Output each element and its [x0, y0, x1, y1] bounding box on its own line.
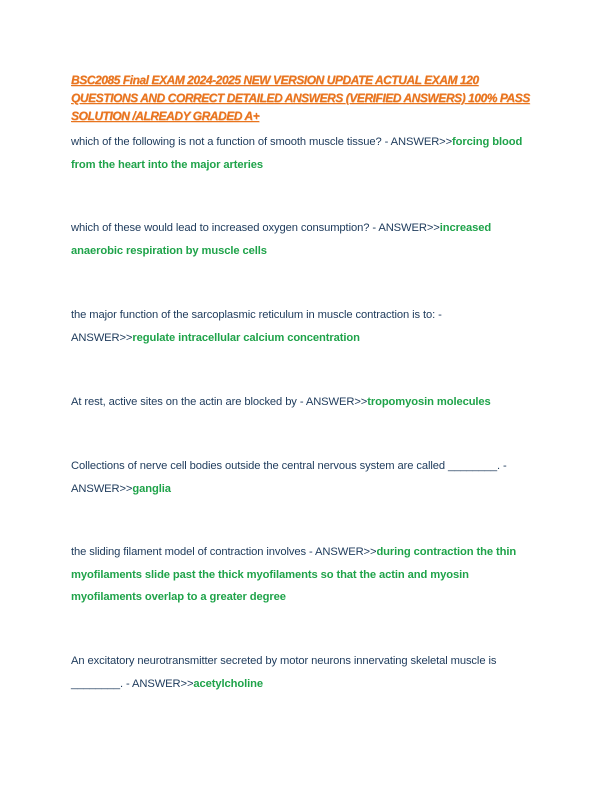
qa-item: [71, 541, 541, 609]
question-text: which of the following is not a function of smooth muscle tissue? - ANSWER>>: [71, 136, 453, 148]
answer-text: ganglia: [132, 482, 171, 495]
qa-item: [71, 455, 541, 500]
question-text: the major function of the sarcoplasmic reticulum in muscle contraction is to: - ANSWER>>: [71, 309, 442, 344]
question-text: the sliding filament model of contraction involves - ANSWER>>: [71, 546, 377, 558]
qa-item: [71, 391, 541, 414]
answer-text: increased anaerobic respiration by muscle cells: [71, 222, 492, 257]
qa-item: [71, 650, 541, 695]
question-text: Collections of nerve cell bodies outside the central nervous system are called ________. - ANSWER>>: [71, 460, 507, 495]
answer-text: regulate intracellular calcium concentration: [132, 331, 360, 344]
question-text: which of these would lead to increased oxygen consumption? - ANSWER>>: [71, 222, 440, 234]
qa-item: [71, 217, 541, 262]
question-text: An excitatory neurotransmitter secreted by motor neurons innervating skeletal muscle is ________. - ANSWER>>: [71, 655, 497, 690]
document-title: BSC2085 Final EXAM 2024-2025 NEW VERSION UPDATE ACTUAL EXAM 120 QUESTIONS AND CORRECT DETAILED ANSWERS (VERIFIED ANSWERS) 100% PASS SOLUTION /ALREADY GRADED A+: [71, 73, 530, 123]
answer-text: forcing blood from the heart into the major arteries: [71, 136, 523, 171]
answer-text: during contraction the thin myofilaments slide past the thick myofilaments so that the actin and myosin myofilaments overlap to a greater degree: [71, 546, 517, 604]
qa-item: [71, 131, 541, 176]
question-text: At rest, active sites on the actin are blocked by - ANSWER>>: [71, 396, 368, 408]
qa-item: [71, 304, 541, 349]
answer-text: acetylcholine: [193, 677, 263, 690]
answer-text: tropomyosin molecules: [367, 396, 491, 408]
